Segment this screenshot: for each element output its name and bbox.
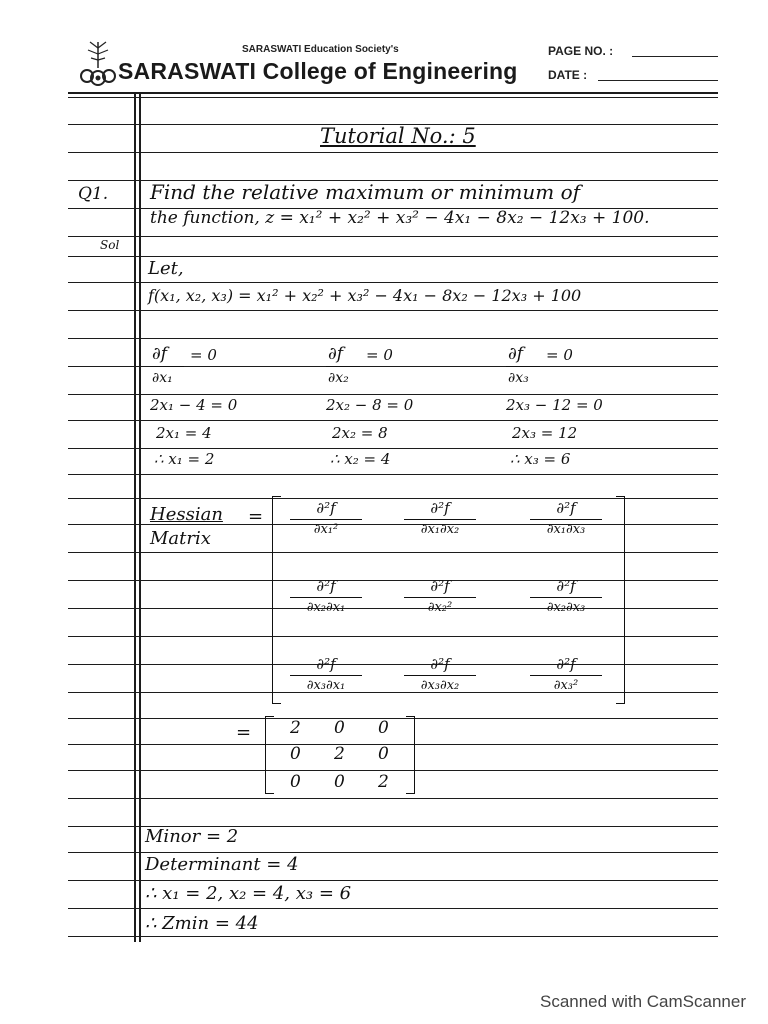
hessian-right-bracket	[616, 496, 625, 704]
partial-equals-zero: = 0	[366, 346, 393, 364]
hessian-equals: =	[248, 506, 264, 527]
hessian-entry-denominator: ∂x₃∂x₁	[306, 678, 346, 693]
hessian-entry-numerator: ∂²f	[556, 655, 576, 673]
college-name: SARASWATI College of Engineering	[118, 58, 518, 84]
hessian-entry-numerator: ∂²f	[556, 499, 576, 517]
partial-step-2: 2x₂ = 8	[332, 424, 388, 442]
society-name: SARASWATI Education Society's	[242, 44, 399, 55]
rule-line	[68, 474, 718, 475]
hessian-entry-bar	[530, 519, 602, 520]
hessian-entry-numerator: ∂²f	[430, 655, 450, 673]
hessian-entry-bar	[530, 675, 602, 676]
margin-line	[134, 92, 136, 942]
hessian-label: Hessian	[150, 504, 223, 525]
date-line	[598, 80, 718, 81]
scanner-watermark: Scanned with CamScanner	[539, 992, 746, 1011]
minor-result: Minor = 2	[145, 826, 239, 847]
partial-step-1: 2x₃ − 12 = 0	[506, 396, 603, 414]
hessian-entry-numerator: ∂²f	[556, 577, 576, 595]
question-line-1: Find the relative maximum or minimum of	[150, 180, 581, 204]
hessian-entry-denominator: ∂x₂∂x₁	[306, 600, 346, 615]
rule-line	[68, 770, 718, 771]
partial-fraction-bar	[150, 366, 184, 367]
hessian-entry-numerator: ∂²f	[430, 499, 450, 517]
hessian-entry	[290, 656, 362, 693]
partial-equals-zero: = 0	[190, 346, 217, 364]
matrix-cell: 0	[290, 772, 301, 792]
hessian-entry	[290, 578, 362, 615]
matrix-cell: 2	[378, 772, 389, 792]
hessian-entry	[530, 578, 602, 615]
header-rule	[68, 92, 718, 94]
partial-equals-zero: = 0	[546, 346, 573, 364]
hessian-entry-denominator: ∂x₁∂x₃	[546, 522, 586, 537]
rule-line	[68, 394, 718, 395]
rule-line	[68, 908, 718, 909]
rule-line	[68, 744, 718, 745]
rule-line	[68, 936, 718, 937]
rule-line	[68, 852, 718, 853]
hessian-entry-bar	[530, 597, 602, 598]
hessian-entry-denominator: ∂x₁²	[313, 522, 339, 537]
hessian-entry-denominator: ∂x₁∂x₂	[420, 522, 460, 537]
hessian-entry	[530, 656, 602, 693]
matrix-cell: 0	[334, 718, 345, 738]
matrix-cell: 0	[378, 744, 389, 764]
partial-denominator: ∂x₁	[152, 370, 173, 386]
determinant-result: Determinant = 4	[145, 854, 299, 875]
hessian-entry-denominator: ∂x₂²	[427, 600, 453, 615]
partial-numerator: ∂f	[328, 344, 344, 364]
matrix-cell: 2	[334, 744, 345, 764]
zmin-result: ∴ Zmin = 44	[145, 913, 259, 934]
matrix-label: Matrix	[150, 528, 211, 549]
partial-result: ∴ x₁ = 2	[154, 450, 215, 468]
partial-denominator: ∂x₃	[508, 370, 529, 386]
page-no-label: PAGE NO. :	[548, 44, 614, 58]
hessian-entry-bar	[290, 675, 362, 676]
hessian-entry-bar	[290, 519, 362, 520]
rule-line	[68, 880, 718, 881]
tutorial-title: Tutorial No.: 5	[320, 124, 476, 148]
rule-line	[68, 152, 718, 153]
matrix-cell: 2	[290, 718, 301, 738]
partial-fraction-bar	[326, 366, 360, 367]
partial-result: ∴ x₂ = 4	[330, 450, 391, 468]
hessian-entry	[404, 578, 476, 615]
hessian-entry-numerator: ∂²f	[316, 577, 336, 595]
question-line-2: the function, z = x₁² + x₂² + x₃² − 4x₁ − 8x₂ − 12x₃ + 100.	[150, 208, 650, 228]
matrix-cell: 0	[378, 718, 389, 738]
matrix-equals: =	[236, 722, 252, 743]
rule-line	[68, 798, 718, 799]
rule-line	[68, 420, 718, 421]
partial-numerator: ∂f	[508, 344, 524, 364]
matrix-cell: 0	[334, 772, 345, 792]
hessian-entry-denominator: ∂x₂∂x₃	[546, 600, 586, 615]
college-logo-icon	[80, 38, 116, 90]
hessian-entry-bar	[404, 597, 476, 598]
partial-numerator: ∂f	[152, 344, 168, 364]
hessian-entry-denominator: ∂x₃∂x₂	[420, 678, 460, 693]
partial-step-1: 2x₂ − 8 = 0	[326, 396, 414, 414]
let-label: Let,	[148, 258, 184, 279]
matrix-left-bracket	[265, 716, 274, 794]
hessian-entry-bar	[404, 675, 476, 676]
hessian-entry	[404, 656, 476, 693]
rule-line	[68, 256, 718, 257]
partial-step-1: 2x₁ − 4 = 0	[150, 396, 238, 414]
partial-fraction-bar	[506, 366, 540, 367]
solution-label: Sol	[100, 238, 120, 252]
page-no-line	[632, 56, 718, 57]
rule-line	[68, 338, 718, 339]
question-number: Q1.	[78, 184, 109, 204]
rule-line	[68, 448, 718, 449]
header-rule-2	[68, 97, 718, 98]
function-definition: f(x₁, x₂, x₃) = x₁² + x₂² + x₃² − 4x₁ − 8x₂ − 12x₃ + 100	[148, 286, 582, 305]
rule-line	[68, 282, 718, 283]
hessian-entry-bar	[290, 597, 362, 598]
hessian-entry-numerator: ∂²f	[316, 499, 336, 517]
matrix-right-bracket	[406, 716, 415, 794]
partial-denominator: ∂x₂	[328, 370, 349, 386]
hessian-entry-numerator: ∂²f	[316, 655, 336, 673]
hessian-entry	[290, 500, 362, 537]
hessian-entry-bar	[404, 519, 476, 520]
margin-line-2	[139, 92, 141, 942]
rule-line	[68, 236, 718, 237]
partial-result: ∴ x₃ = 6	[510, 450, 571, 468]
partial-step-2: 2x₃ = 12	[512, 424, 578, 442]
hessian-entry	[404, 500, 476, 537]
hessian-entry-numerator: ∂²f	[430, 577, 450, 595]
date-label: DATE :	[548, 68, 588, 82]
partial-step-2: 2x₁ = 4	[156, 424, 212, 442]
hessian-left-bracket	[272, 496, 281, 704]
matrix-cell: 0	[290, 744, 301, 764]
variable-solution: ∴ x₁ = 2, x₂ = 4, x₃ = 6	[145, 883, 352, 904]
hessian-entry-denominator: ∂x₃²	[553, 678, 579, 693]
rule-line	[68, 310, 718, 311]
rule-line	[68, 718, 718, 719]
hessian-entry	[530, 500, 602, 537]
